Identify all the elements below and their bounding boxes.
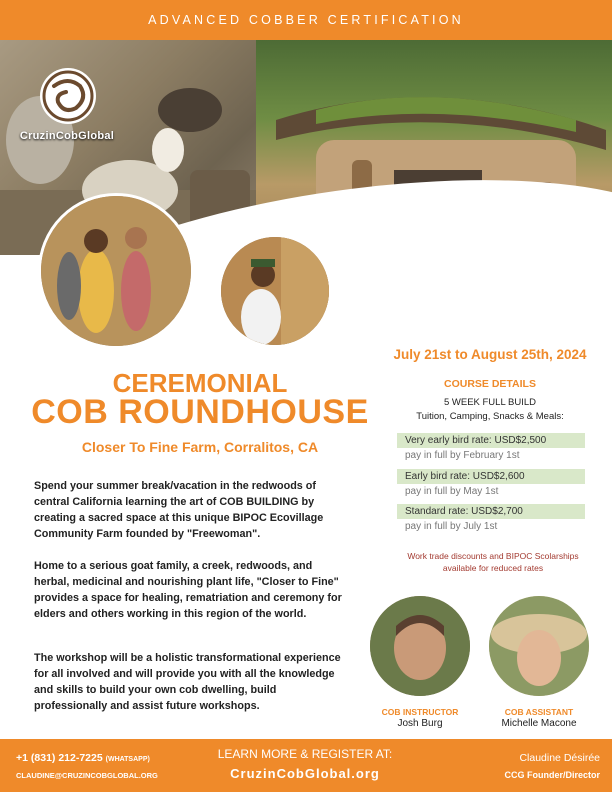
logo-mark	[40, 68, 96, 124]
rate-label: Very early bird rate: USD$2,500	[397, 433, 585, 448]
rate-deadline: pay in full by May 1st	[405, 486, 499, 497]
instructor-name: Josh Burg	[397, 718, 443, 729]
logo-text: CruzinCobGlobal	[19, 130, 115, 142]
rate-label: Standard rate: USD$2,700	[397, 504, 585, 519]
headline-line1: CEREMONIAL	[112, 368, 288, 398]
top-banner	[0, 0, 612, 40]
work-trade-line1: Work trade discounts and BIPOC Scolarships	[407, 551, 579, 561]
work-trade-note	[386, 550, 600, 574]
instructor-avatar	[370, 596, 470, 696]
assistant-role: COB ASSISTANT	[504, 707, 574, 717]
location-subtitle: Closer To Fine Farm, Corralitos, CA	[81, 439, 319, 455]
course-includes: Tuition, Camping, Snacks & Meals:	[416, 411, 564, 422]
instructor-role: COB INSTRUCTOR	[381, 707, 459, 717]
group-illustration	[41, 196, 191, 346]
rate-deadline: pay in full by July 1st	[405, 521, 498, 532]
register-prompt: LEARN MORE & REGISTER AT:	[217, 747, 393, 761]
assistant-avatar	[489, 596, 589, 696]
work-trade-line2: available for reduced rates	[442, 563, 544, 573]
contact-title: CCG Founder/Director	[504, 770, 600, 780]
workshop-paragraph: The workshop will be a holistic transformational experience for all involved and will provide you with all the knowledge and skills to build your own cob dwelling, build professionally and assist future workshops.	[34, 652, 341, 712]
whatsapp-label: (WHATSAPP)	[105, 756, 150, 763]
headline-line2: COB ROUNDHOUSE	[31, 393, 369, 431]
course-length: 5 WEEK FULL BUILD	[443, 397, 537, 408]
group-photo	[38, 193, 194, 349]
contact-name: Claudine Désirée	[519, 752, 600, 764]
rate-early-bird	[397, 469, 585, 499]
course-dates: July 21st to August 25th, 2024	[393, 347, 587, 362]
assistant-portrait	[489, 596, 589, 696]
rate-very-early-bird	[397, 433, 585, 463]
email-link[interactable]: CLAUDINE@CRUZINCOBGLOBAL.ORG	[16, 771, 158, 780]
phone-number[interactable]	[16, 752, 150, 764]
rate-label: Early bird rate: USD$2,600	[397, 469, 585, 484]
builder-illustration	[221, 237, 329, 345]
farm-paragraph: Home to a serious goat family, a creek, redwoods, and herbal, medicinal and nourishing plant life, "Closer to Fine" provides a space for healing, rematriation and ceremony for elders and others working in this region of the world.	[34, 560, 342, 620]
website-link[interactable]: CruzinCobGlobal.org	[230, 766, 380, 781]
assistant-name: Michelle Macone	[501, 718, 577, 729]
rate-deadline: pay in full by February 1st	[405, 450, 520, 461]
banner-title: ADVANCED COBBER CERTIFICATION	[148, 13, 464, 27]
instructor-portrait	[370, 596, 470, 696]
spiral-logo-icon	[40, 68, 96, 124]
intro-paragraph: Spend your summer break/vacation in the redwoods of central California learning the art of COB BUILDING by creating a sacred space at this unique BIPOC Ecovillage Community Farm founded by "Freewoman".	[34, 480, 324, 540]
course-details-heading: COURSE DETAILS	[444, 378, 536, 390]
rate-standard	[397, 504, 585, 534]
phone-text: +1 (831) 212-7225	[16, 752, 103, 764]
builder-photo	[218, 234, 332, 348]
